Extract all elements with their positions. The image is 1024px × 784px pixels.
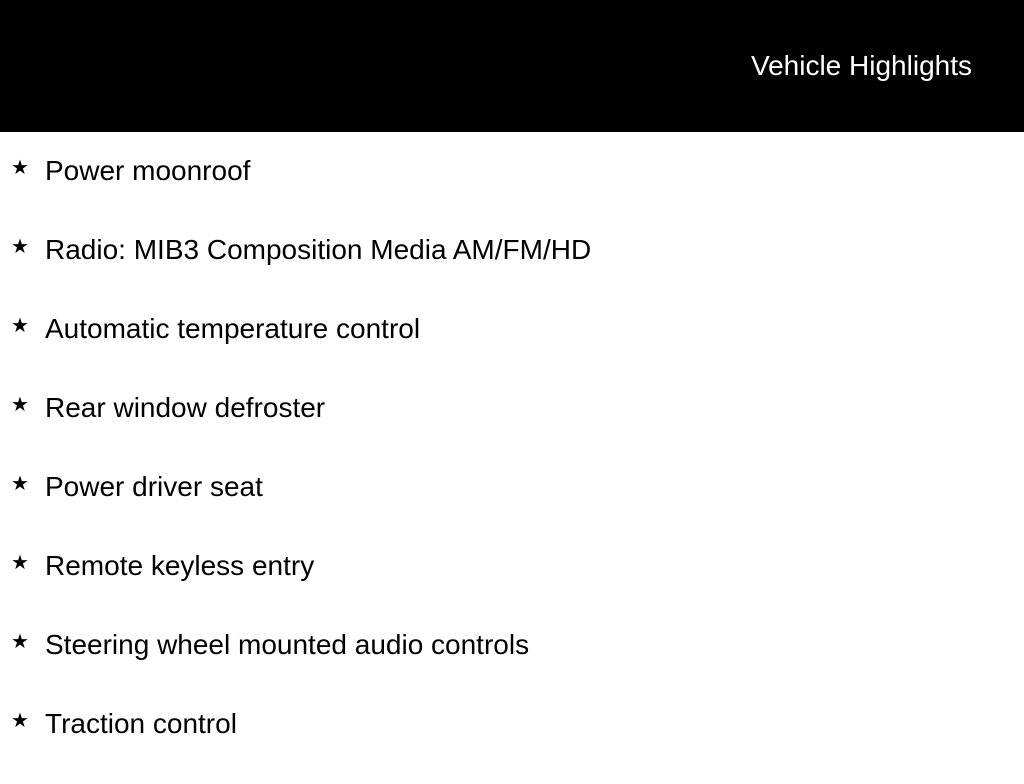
star-icon: ★ [11,236,29,258]
star-icon: ★ [11,394,29,416]
star-icon: ★ [11,315,29,337]
star-icon: ★ [11,552,29,574]
list-item [0,231,1024,310]
list-item [0,310,1024,389]
list-item [0,468,1024,547]
list-item [0,626,1024,705]
list-item [0,152,1024,231]
star-icon: ★ [11,157,29,179]
header-bar [0,0,1024,132]
star-icon: ★ [11,710,29,732]
list-item [0,705,1024,784]
highlight-label: Radio: MIB3 Composition Media AM/FM/HD [45,234,592,265]
list-item [0,389,1024,468]
highlights-list [0,152,1024,784]
highlight-label: Steering wheel mounted audio controls [45,629,530,660]
highlight-label: Power driver seat [45,471,263,502]
highlight-label: Remote keyless entry [45,550,315,581]
list-item [0,547,1024,626]
star-icon: ★ [11,473,29,495]
page-title: Vehicle Highlights [750,50,972,81]
highlight-label: Rear window defroster [45,392,326,423]
highlight-label: Power moonroof [45,155,251,186]
star-icon: ★ [11,631,29,653]
highlight-label: Traction control [45,708,237,739]
highlight-label: Automatic temperature control [45,313,421,344]
